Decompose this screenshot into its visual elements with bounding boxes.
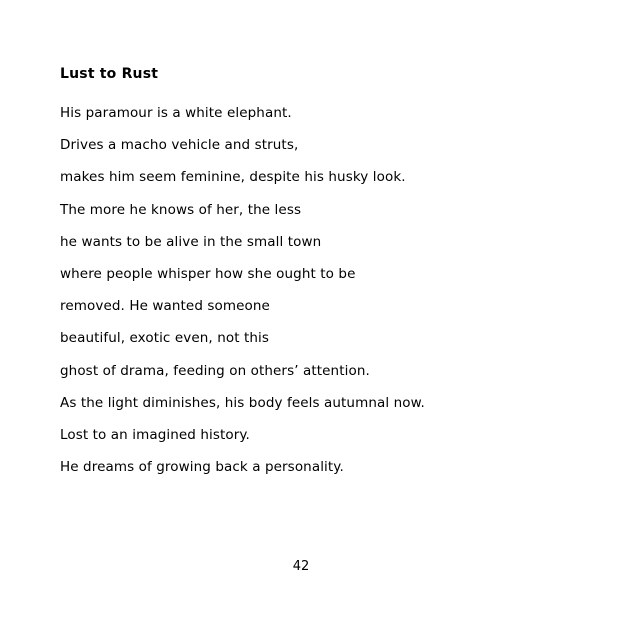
poem-line: ghost of drama, feeding on others’ attention. — [60, 362, 370, 379]
poem-body — [60, 97, 610, 483]
poem-line: he wants to be alive in the small town — [60, 233, 322, 250]
poem-line: The more he knows of her, the less — [60, 201, 302, 218]
poem-line: As the light diminishes, his body feels autumnal now. — [60, 394, 425, 411]
poem-line: where people whisper how she ought to be — [60, 265, 356, 282]
poem-line: makes him seem feminine, despite his husky look. — [60, 169, 406, 186]
poem-line: Lost to an imagined history. — [60, 426, 250, 443]
poem-line: beautiful, exotic even, not this — [60, 330, 270, 347]
poem-line: Drives a macho vehicle and struts, — [60, 137, 299, 154]
poem-title: Lust to Rust — [60, 66, 159, 83]
poem-line: His paramour is a white elephant. — [60, 105, 292, 121]
poem-line: He dreams of growing back a personality. — [60, 459, 344, 476]
poem-line: removed. He wanted someone — [60, 298, 270, 315]
page-number: 42 — [292, 559, 310, 574]
